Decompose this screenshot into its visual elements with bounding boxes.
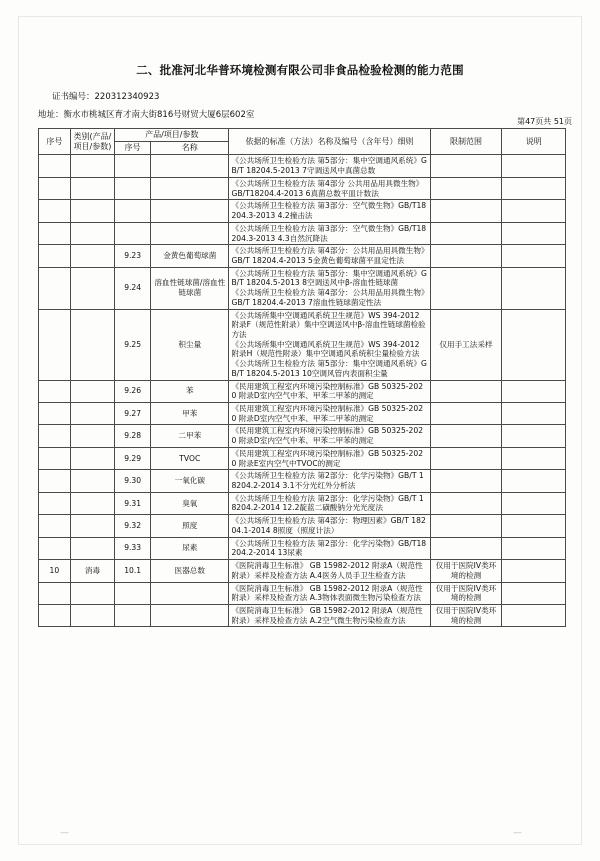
cell-product-no: 9.24 bbox=[115, 267, 151, 309]
cell-product-no: 9.26 bbox=[115, 380, 151, 402]
header-category: 类别(产品/项目/参数) bbox=[70, 129, 114, 155]
cell-seq bbox=[39, 177, 71, 199]
cell-seq bbox=[39, 470, 71, 492]
header-product-name: 名称 bbox=[151, 142, 229, 155]
cell-seq bbox=[39, 604, 71, 626]
standard-entry: 《公共场所卫生检验方法 第4部分：公共用品用具微生物》GB/T 18204.4-2013 7溶血性链球菌定性法 bbox=[231, 288, 425, 307]
cell-note bbox=[502, 560, 566, 582]
cell-standard bbox=[229, 537, 430, 559]
cell-scope bbox=[430, 425, 502, 447]
cell-note bbox=[502, 425, 566, 447]
footer-mark-right: — bbox=[513, 828, 522, 838]
cell-note bbox=[502, 380, 566, 402]
cell-scope bbox=[430, 380, 502, 402]
standard-entry: 《民用建筑工程室内环境污染控制标准》GB 50325-2020 附录D室内空气中苯、甲苯二甲苯的测定 bbox=[231, 426, 424, 446]
cell-seq bbox=[39, 200, 71, 222]
standard-entry: 《医院消毒卫生标准》 GB 15982-2012 附录A（规范性附录）采样及检查方法 A.4医务人员手卫生检查方法 bbox=[231, 561, 423, 580]
cell-category bbox=[70, 309, 114, 380]
cell-seq bbox=[39, 537, 71, 559]
cell-product-name: 溶血性链球菌/溶血性链球菌 bbox=[151, 267, 229, 309]
table-row bbox=[39, 380, 566, 402]
capability-table bbox=[38, 128, 566, 627]
cell-note bbox=[502, 515, 566, 537]
cell-product-name bbox=[151, 200, 229, 222]
table-row bbox=[39, 537, 566, 559]
cell-category bbox=[70, 267, 114, 309]
cell-seq: 10 bbox=[39, 560, 71, 582]
cell-seq bbox=[39, 222, 71, 244]
standard-entry: 《民用建筑工程室内环境污染控制标准》GB 50325-2020 附录D室内空气中苯、甲苯二甲苯的测定 bbox=[231, 404, 424, 423]
cell-scope bbox=[430, 470, 502, 492]
table-row bbox=[39, 222, 566, 244]
cell-product-no bbox=[115, 604, 151, 626]
table-row bbox=[39, 470, 566, 492]
cell-product-name: 苯 bbox=[151, 380, 229, 402]
cell-scope bbox=[430, 155, 502, 177]
cell-note bbox=[502, 200, 566, 222]
cell-product-name bbox=[151, 155, 229, 177]
cell-seq bbox=[39, 582, 71, 604]
table-row bbox=[39, 403, 566, 425]
standard-entry: 《民用建筑工程室内环境污染控制标准》GB 50325-2020 附录E室内空气中TVOC的测定 bbox=[231, 448, 424, 468]
cell-standard bbox=[229, 155, 430, 177]
standard-entry: 《公共场所卫生检验方法 第2部分：化学污染物》GB/T18204.2-2014 13尿素 bbox=[231, 538, 427, 558]
standard-entry: 《公共场所集中空调通风系统卫生规范》WS 394-2012 附录F（规范性附录）集中空调送风中β-溶血性链球菌检验方法 bbox=[231, 310, 426, 339]
table-row bbox=[39, 560, 566, 582]
table-row bbox=[39, 267, 566, 309]
standard-entry: 《民用建筑工程室内环境污染控制标准》GB 50325-2020 附录D室内空气中苯、甲苯二甲苯的测定 bbox=[231, 381, 424, 401]
header-product-no: 序号 bbox=[115, 142, 151, 155]
header-seq: 序号 bbox=[39, 129, 71, 155]
cell-product-name: 一氧化碳 bbox=[151, 470, 229, 492]
cell-note bbox=[502, 309, 566, 380]
standard-entry: 《公共场所卫生检验方法 第2部分：化学污染物》GB/T 18204.2-2014 3.1不分光红外分析法 bbox=[231, 471, 424, 491]
header-note: 说明 bbox=[502, 129, 566, 155]
page-title: 二、批准河北华普环境检测有限公司非食品检验检测的能力范围 bbox=[136, 63, 464, 77]
cell-category bbox=[70, 380, 114, 402]
cell-seq bbox=[39, 403, 71, 425]
cell-standard bbox=[229, 560, 430, 582]
table-row bbox=[39, 425, 566, 447]
certificate-number: 证书编号：220312340923 bbox=[52, 92, 160, 102]
cell-seq bbox=[39, 492, 71, 514]
table-row bbox=[39, 245, 566, 267]
cell-category bbox=[70, 604, 114, 626]
header-product-group: 产品/项目/参数 bbox=[115, 129, 229, 142]
cell-scope bbox=[430, 200, 502, 222]
cell-product-name: TVOC bbox=[151, 447, 229, 469]
cell-product-name bbox=[151, 177, 229, 199]
cell-standard bbox=[229, 447, 430, 469]
table-row bbox=[39, 155, 566, 177]
cell-seq bbox=[39, 515, 71, 537]
cell-note bbox=[502, 582, 566, 604]
table-row bbox=[39, 582, 566, 604]
cell-category bbox=[70, 425, 114, 447]
cell-product-no bbox=[115, 222, 151, 244]
cell-category bbox=[70, 582, 114, 604]
cell-seq bbox=[39, 309, 71, 380]
cell-standard bbox=[229, 245, 430, 267]
cell-note bbox=[502, 155, 566, 177]
cell-product-name: 尿素 bbox=[151, 537, 229, 559]
cell-standard bbox=[229, 380, 430, 402]
cell-seq bbox=[39, 267, 71, 309]
page-number: 第47页共 51页 bbox=[517, 117, 572, 126]
cell-standard bbox=[229, 403, 430, 425]
cell-product-no: 9.25 bbox=[115, 309, 151, 380]
standard-entry: 《医院消毒卫生标准》 GB 15982-2012 附录A（规范性附录）采样及检查方法 A.2空气微生物污染检查方法 bbox=[231, 605, 423, 625]
cell-note bbox=[502, 403, 566, 425]
standard-entry: 《医院消毒卫生标准》 GB 15982-2012 附录A（规范性附录）采样及检查方法 A.3物体表面微生物污染检查方法 bbox=[231, 583, 423, 603]
cell-standard bbox=[229, 582, 430, 604]
cell-category bbox=[70, 470, 114, 492]
cell-product-name: 积尘量 bbox=[151, 309, 229, 380]
table-row bbox=[39, 177, 566, 199]
cell-category bbox=[70, 222, 114, 244]
cell-standard bbox=[229, 267, 430, 309]
cell-scope: 仅用手工法采样 bbox=[430, 309, 502, 380]
cell-product-name: 臭氧 bbox=[151, 492, 229, 514]
cell-category: 消毒 bbox=[70, 560, 114, 582]
cell-product-no: 9.23 bbox=[115, 245, 151, 267]
standard-entry: 《公共场所卫生检验方法 第4部分：公共用品用具微生物》GB/T 18204.4-2013 5金黄色葡萄球菌平皿定性法 bbox=[231, 246, 425, 265]
cell-standard bbox=[229, 425, 430, 447]
cell-product-no: 9.32 bbox=[115, 515, 151, 537]
standard-entry: 《公共场所集中空调通风系统卫生规范》WS 394-2012 附录H（规范性附录）集中空调通风系统积尘量检验方法 bbox=[231, 339, 420, 359]
cell-product-no bbox=[115, 155, 151, 177]
cell-standard bbox=[229, 492, 430, 514]
cell-product-name bbox=[151, 604, 229, 626]
cell-note bbox=[502, 245, 566, 267]
cell-standard bbox=[229, 604, 430, 626]
cell-scope bbox=[430, 447, 502, 469]
cell-note bbox=[502, 604, 566, 626]
standard-entry: 《公共场所卫生检验方法 第5部分：集中空调通风系统》GB/T 18204.5-2013 7守调送风中真菌总数 bbox=[231, 156, 427, 176]
cell-product-name: 照度 bbox=[151, 515, 229, 537]
cell-note bbox=[502, 267, 566, 309]
cell-category bbox=[70, 447, 114, 469]
cell-scope bbox=[430, 537, 502, 559]
cell-scope bbox=[430, 403, 502, 425]
standard-entry: 《公共场所卫生检验方法 第2部分：化学污染物》GB/T 18204.2-2014 12.2靛蓝二磺酸钠分光光度法 bbox=[231, 493, 424, 513]
cell-note bbox=[502, 537, 566, 559]
cell-note bbox=[502, 492, 566, 514]
cell-category bbox=[70, 245, 114, 267]
cell-product-no: 9.30 bbox=[115, 470, 151, 492]
cell-note bbox=[502, 470, 566, 492]
table-row bbox=[39, 309, 566, 380]
cell-scope: 仅用于医院IV类环境的检测 bbox=[430, 604, 502, 626]
cell-scope bbox=[430, 267, 502, 309]
cell-product-name: 金黄色葡萄球菌 bbox=[151, 245, 229, 267]
cell-note bbox=[502, 447, 566, 469]
standard-entry: 《公共场所卫生检验方法 第4部分：物理因素》GB/T 18204.1-2014 8照度（照度计法） bbox=[231, 516, 426, 535]
cell-product-name: 二甲苯 bbox=[151, 425, 229, 447]
table-header-row bbox=[39, 129, 566, 142]
standard-entry: 《公共场所卫生检验方法 第4部分 公共用品用具微生物》GB/T18204.4-2013 6真菌总数平皿计数法 bbox=[231, 178, 424, 198]
cell-note bbox=[502, 222, 566, 244]
cell-standard bbox=[229, 515, 430, 537]
cell-standard bbox=[229, 470, 430, 492]
cell-category bbox=[70, 403, 114, 425]
cell-scope bbox=[430, 177, 502, 199]
table-row bbox=[39, 492, 566, 514]
cell-category bbox=[70, 177, 114, 199]
cell-product-name: 医器总数 bbox=[151, 560, 229, 582]
cell-product-no bbox=[115, 177, 151, 199]
cell-product-no: 9.27 bbox=[115, 403, 151, 425]
cell-standard bbox=[229, 309, 430, 380]
standard-entry: 《公共场所卫生检验方法 第3部分：空气微生物》GB/T18204.3-2013 4.3自然沉降法 bbox=[231, 223, 427, 243]
cell-seq bbox=[39, 447, 71, 469]
table-row bbox=[39, 200, 566, 222]
standard-entry: 《公共场所卫生检验方法 第5部分：集中空调通风系统》GB/T 18204.5-2013 10空调风管内表面积尘量 bbox=[231, 359, 427, 378]
cell-category bbox=[70, 200, 114, 222]
cell-product-no: 9.28 bbox=[115, 425, 151, 447]
cell-scope: 仅用于医院IV类环境的检测 bbox=[430, 582, 502, 604]
address-line: 地址：衡水市桃城区育才南大街816号财贸大厦6层602室 bbox=[38, 110, 255, 120]
cell-product-name bbox=[151, 222, 229, 244]
cell-standard bbox=[229, 177, 430, 199]
cell-product-no: 9.33 bbox=[115, 537, 151, 559]
standard-entry: 《公共场所卫生检验方法 第5部分：集中空调通风系统》GB/T 18204.5-2013 8空调送风中β-溶血性链球菌 bbox=[231, 268, 427, 288]
cell-standard bbox=[229, 222, 430, 244]
cell-scope bbox=[430, 222, 502, 244]
cell-product-name: 甲苯 bbox=[151, 403, 229, 425]
cell-standard bbox=[229, 200, 430, 222]
cell-scope: 仅用于医院IV类环境的检测 bbox=[430, 560, 502, 582]
cell-product-name bbox=[151, 582, 229, 604]
cell-product-no bbox=[115, 200, 151, 222]
footer-mark-left: — bbox=[60, 828, 69, 838]
table-row bbox=[39, 604, 566, 626]
cell-category bbox=[70, 155, 114, 177]
cell-product-no bbox=[115, 582, 151, 604]
cell-category bbox=[70, 492, 114, 514]
cell-scope bbox=[430, 245, 502, 267]
cell-seq bbox=[39, 155, 71, 177]
cell-product-no: 9.31 bbox=[115, 492, 151, 514]
cell-category bbox=[70, 537, 114, 559]
header-scope: 限制范围 bbox=[430, 129, 502, 155]
cell-product-no: 9.29 bbox=[115, 447, 151, 469]
cell-scope bbox=[430, 492, 502, 514]
cell-seq bbox=[39, 245, 71, 267]
header-standard: 依据的标准（方法）名称及编号（含年号）细则 bbox=[229, 129, 430, 155]
cell-seq bbox=[39, 380, 71, 402]
cell-category bbox=[70, 515, 114, 537]
table-row bbox=[39, 447, 566, 469]
table-body bbox=[39, 155, 566, 627]
cell-scope bbox=[430, 515, 502, 537]
cell-product-no: 10.1 bbox=[115, 560, 151, 582]
cell-note bbox=[502, 177, 566, 199]
standard-entry: 《公共场所卫生检验方法 第3部分：空气微生物》GB/T18204.3-2013 4.2撞击法 bbox=[231, 201, 427, 221]
table-row bbox=[39, 515, 566, 537]
cell-seq bbox=[39, 425, 71, 447]
